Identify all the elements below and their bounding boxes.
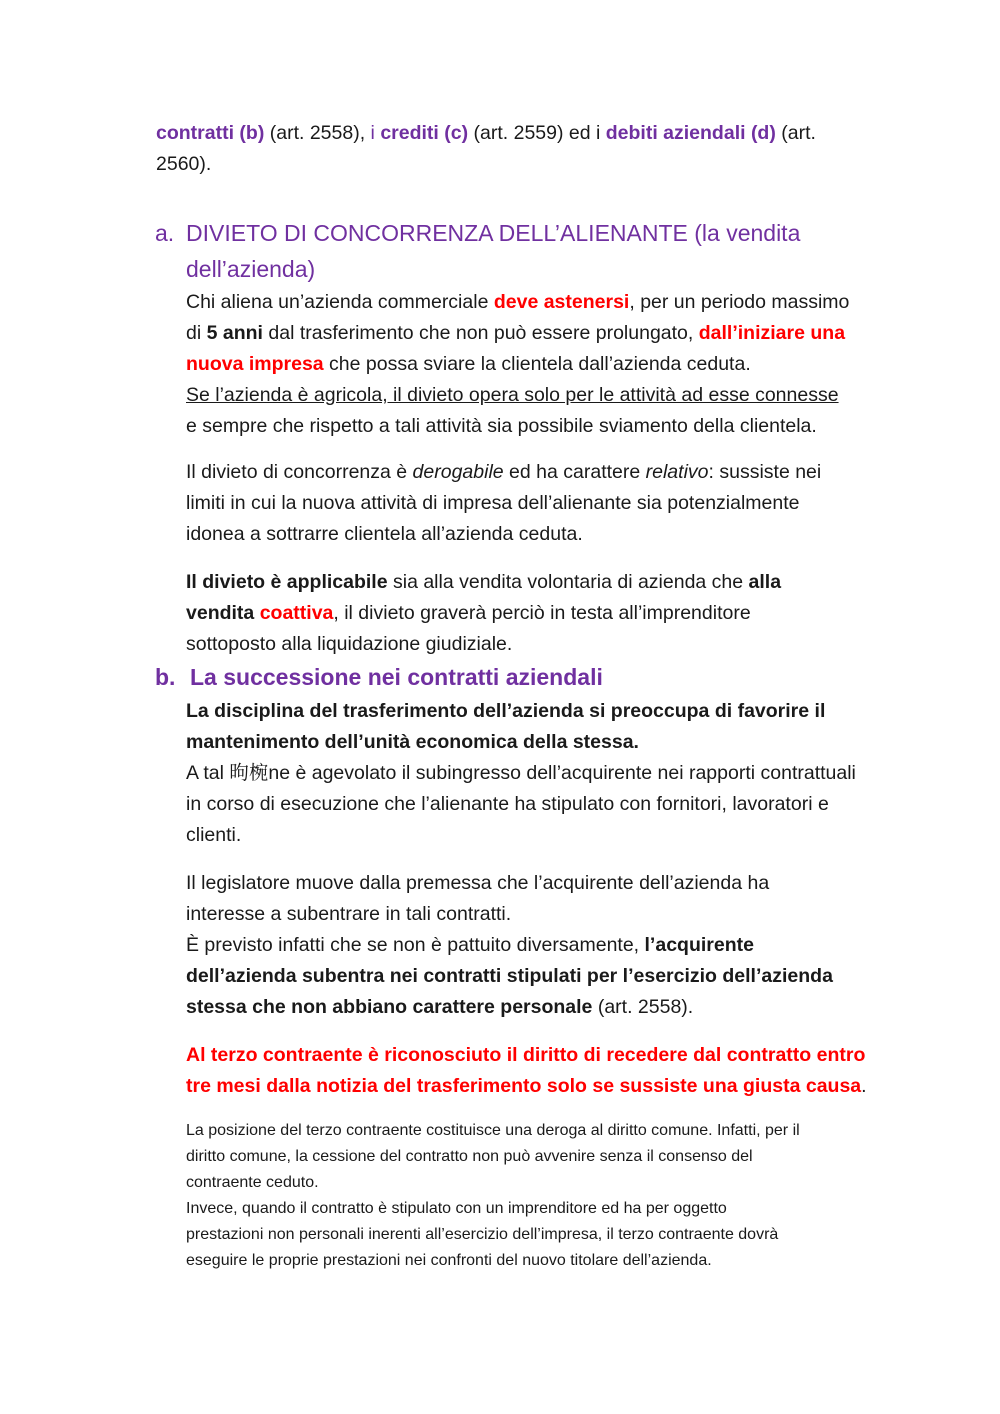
section-b-heading: b. La successione nei contratti aziendali — [186, 659, 603, 695]
intro-term-contratti: contratti (b) — [156, 122, 265, 144]
section-b-paragraph-2: Il legislatore muove dalla premessa che l’acquirente dell’azienda ha interesse a subentrare in tali contratti. È previsto infatti che se non è pattuito diversamente, l’acquirente dell’azienda subentra nei contratti stipulati per l’esercizio dell’azienda stessa che non abbiano carattere personale (art. 2558). — [186, 872, 833, 1018]
section-a-paragraph-3: Il divieto è applicabile sia alla vendita volontaria di azienda che alla vendita coattiva, il divieto graverà perciò in testa all’imprenditore sottoposto alla liquidazione giudiziale. — [186, 571, 782, 655]
section-a-marker: a. — [155, 220, 175, 246]
section-b-highlighted-paragraph: Al terzo contraente è riconosciuto il diritto di recedere dal contratto entro tre mesi dalla notizia del trasferimento solo se sussiste una giusta causa. — [186, 1044, 867, 1097]
section-a-paragraph-1: Chi aliena un’azienda commerciale deve astenersi, per un periodo massimo di 5 anni dal trasferimento che non può essere prolungato, dall’iniziare una nuova impresa che possa sviare la clientela dall’azienda ceduta. Se l’azienda è agricola, il divieto opera solo per le attività ad esse connesse e sempre che rispetto a tali attività sia possibile sviamento della clientela. — [186, 291, 850, 437]
section-a-heading: a. DIVIETO DI CONCORRENZA DELL’ALIENANTE (la vendita dell’azienda) — [186, 215, 800, 287]
underlined-sentence: Se l’azienda è agricola, il divieto opera solo per le attività ad esse connesse — [186, 384, 839, 406]
intro-term-crediti: crediti (c) — [380, 122, 469, 144]
section-b-marker: b. — [155, 664, 176, 690]
section-a-paragraph-2: Il divieto di concorrenza è derogabile ed ha carattere relativo: sussiste nei limiti in cui la nuova attività di impresa dell’alienante sia potenzialmente idonea a sottrarre clientela all’azienda ceduta. — [186, 461, 822, 545]
section-b-paragraph-1: La disciplina del trasferimento dell’azienda si preoccupa di favorire il mantenimento dell’unità economica della stessa. A tal 昫椀ne è agevolato il subingresso dell’acquirente nei rapporti contrattuali in corso di esecuzione che l’alienante ha stipulato con fornitori, lavoratori e clienti. — [186, 700, 856, 846]
section-b-note-paragraph: La posizione del terzo contraente costituisce una deroga al diritto comune. Infatti, per il diritto comune, la cessione del contratto non può avvenire senza il consenso del contraente ceduto. Invece, quando il contratto è stipulato con un imprenditore ed ha per oggetto prestazioni non personali inerenti all’esercizio dell’impresa, il terzo contraente dovrà eseguire le proprie prestazioni nei confronti del nuovo titolare dell’azienda. — [186, 1122, 800, 1269]
intro-term-debiti: debiti aziendali (d) — [605, 122, 776, 144]
intro-paragraph: contratti (b) (art. 2558), i crediti (c) (art. 2559) ed i debiti aziendali (d) (art. 2560). — [156, 122, 816, 175]
